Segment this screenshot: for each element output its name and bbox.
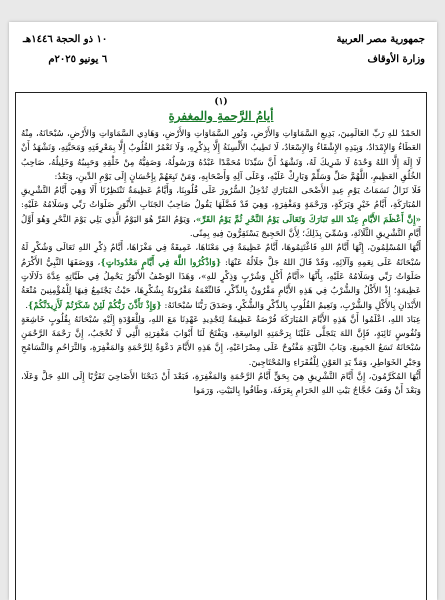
sermon-title: أيامُ الرَّحمةِ والمغفرةِ [168,109,274,123]
paragraph-text: فَلَا تَزَالُ نَسَمَاتُ يَوْمِ عِيدِ الأَضْحَى المُبَارَكِ تُدْخِلُ السُّرُورَ عَلَى قُلُوبِنَا، وَأَيَّامٌ عَظِيمَةٌ تَنْتَظِرُنَا أَلَا وَهِيَ أَيَّامُ التَّشْرِيقِ المُبَارَكَةِ، أَيَّامُ خَيْرٍ وَبَرَكَةٍ، وَرَحْمَةٍ وَمَغْفِرَةٍ، وَهِيَ قَدْ فَضَّلَهَا يَقُولُ صَاحِبُ الجَنَابِ الأَنْوَرِ صَلَوَاتُ رَبِّي وَسَلَامُهُ عَلَيْهِ: [21,186,421,211]
paragraph-opening: الحَمْدُ للهِ رَبِّ العَالَمِينَ، بَدِيعِ السَّمَاوَاتِ وَالأَرْضِ، وَنُورِ السَّمَاوَاتِ وَالأَرْضِ، وَهَادِي السَّمَاوَاتِ وَالأَرْضِ، سُبْحَانَهُ، مِنْهُ العَطَاءُ وَالإِمْدَادُ، وَبِيَدِهِ الإِشْقَاءُ وَالإِسْعَادُ، لَا تَطِيبُ الأَلْسِنَةُ إِلَّا بِذِكْرِهِ، وَلَا تَعْمُرُ القُلُوبُ إِلَّا بِمَعْرِفَتِهِ وَمَحَبَّتِهِ، وَنَشْهَدُ أَنْ لَا إِلَهَ إِلَّا اللهُ وَحْدَهُ لَا شَرِيكَ لَهُ، وَنَشْهَدُ أَنَّ سَيِّدَنَا مُحَمَّدًا عَبْدُهُ وَرَسُولُهُ، وَصَفِيُّهُ مِنْ خَلْقِهِ وَحَبِيبُهُ وَخَلِيلُهُ، صَاحِبُ الخُلُقِ العَظِيمِ، اللَّهُمَّ صَلِّ وَسَلِّمْ وَبَارِكْ عَلَيْهِ، وَعَلَى آلِهِ وَأَصْحَابِهِ، وَمَنْ تَبِعَهُمْ بِإِحْسَانٍ إِلَى يَوْمِ الدِّينِ، وَبَعْدُ: [21,129,421,182]
paragraph-tashreeq [16,241,426,312]
paragraph-text: . [25,300,28,311]
document-page [9,22,437,600]
ministry-block [336,30,425,70]
sermon-frame [15,92,427,600]
date-hijri: ١٠ ذو الحجة ١٤٤٦هـ [23,34,108,45]
date-gregorian: ٦ يونيو ٢٠٢٥م [48,54,108,65]
paragraph-closing: أَيُّهَا المُكَرَّمُونَ، إِنَّ أَيَّامَ التَّشْرِيقِ هِيَ بِحَقٍّ أَيَّامُ الرَّحْمَةِ وَالمَغْفِرَةِ، فَبَعْدَ أَنْ ذَبَحْنَا الأَضَاحِيَ تَقَرُّبًا إِلَى اللهِ جَلَّ وَعَلَا، وَبَعْدَ أَنْ وَقَفَ حُجَّاجُ بَيْتِ اللهِ الحَرَامِ بِعَرَفَةَ، وَطَافُوا بِالبَيْتِ، وَرَمَوا [21,372,421,397]
date-block [23,30,107,70]
quran-verse: {وَإِذْ تَأَذَّنَ رَبُّكُمْ لَئِنْ شَكَرْتُمْ لَأَزِيدَنَّكُمْ} [27,300,162,311]
quran-verse: {وَاذْكُرُوا اللَّهَ فِي أَيَّامٍ مَعْدُودَاتٍ} [100,257,222,268]
document-header [9,30,437,86]
paragraph-text: أَيُّهَا المُسْلِمُونَ، إِنَّهَا أَيَّامٌ اللهِ فَاغْتَنِمُوهَا، أَيَّامٌ عَظِيمَةٌ فِي مَعْنَاهَا، عَمِيقَةٌ فِي مَغْزَاهَا، أَيَّامُ ذِكْرِ اللهِ تَعَالَى وَشُكْرِ لَهُ سُبْحَانَهُ عَلَى نِعَمِهِ وَآلَائِهِ، وَقَدْ قَالَ اللهُ جَلَّ جَلَالُهُ عَنْهَا: [21,243,422,268]
sermon-number: (١) [214,97,228,107]
country-name: جمهورية مصر العربية [336,34,425,45]
paragraph-eid [16,184,426,241]
paragraph-text: ، وَوَصَفَهَا النَّبِيُّ الأَكْرَمُ صَلَوَاتُ رَبِّي وَسَلَامُهُ عَلَيْهِ، بِأَنَّهَا «أَيَّامُ أَكْلٍ وَشُرْبٍ وَذِكْرٍ للهِ»، وَهَذَا الوَصْفُ الأَنْوَرُ يَحْمِلُ فِي طَيَّاتِهِ عِدَّةَ دَلَالَاتٍ عَظِيمَةٍ؛ إِذْ الأَكْلُ وَالشُّرْبُ فِي هَذِهِ الأَيَّامِ مَقْرُونٌ بِالذِّكْرِ، فَالنِّعْمَةُ مَقْرُونَةٌ بِشُكْرِهَا، حَيْثُ يَجْتَمِعُ فِيهَا لِلْمُؤْمِنِينَ مُتْعَةُ الأَبْدَانِ بِالأَكْلِ وَالشُّرْبِ، وَنَعِيمُ القُلُوبِ بِالذِّكْرِ وَالشُّكْرِ، وَصَدَقَ رَبُّنَا سُبْحَانَهُ: [21,257,421,311]
paragraph-mercy: عِبَادَ اللهِ، اعْلَمُوا أَنَّ هَذِهِ الأَيَّامَ المُبَارَكَةَ فُرْصَةٌ عَظِيمَةٌ لِتَجْدِيدِ عَهْدِنَا مَعَ اللهِ، وَلِلْعَوْدَةِ إِلَيْهِ سُبْحَانَهُ بِقُلُوبٍ خَاشِعَةٍ وَنُفُوسٍ تَائِبَةٍ، فَإِنَّ اللهَ يَتَجَلَّى عَلَيْنَا بِرَحْمَتِهِ الوَاسِعَةِ، وَيَفْتَحُ لَنَا أَبْوَابَ مَغْفِرَتِهِ الَّتِي لَا تُحْجَبُ، إِنَّ رَحْمَةَ الرَّحْمَنِ سُبْحَانَهُ تَسَعُ الجَمِيعَ، وَبَابُ التَّوْبَةِ مَفْتُوحٌ عَلَى مِصْرَاعَيْهِ، إِنَّ هَذِهِ الأَيَّامَ دَعْوَةٌ لِلرَّحْمَةِ وَالمَغْفِرَةِ، وَالتَّرَاحُمِ وَالتَّسَامُحِ وَجَبْرِ الخَوَاطِرِ، وَمَدِّ يَدِ العَوْنِ لِلْفُقَرَاءِ وَالمُحْتَاجِينَ. [21,314,421,368]
hadith-quote: «إِنَّ أَعْظَمَ الأَيَّامِ عِنْدَ اللهِ تَبَارَكَ وَتَعَالَى يَوْمُ النَّحْرِ ثُمَّ يَوْمُ القَرِّ» [195,214,421,225]
ministry-name: وزارة الأوقاف [367,54,425,65]
paragraph-text: ، وَيَوْمُ القَرِّ هُوَ اليَوْمُ الَّذِي يَلِي يَوْمَ النَّحْرِ وَهُوَ أَوَّلُ أَيَّامِ التَّشْرِيقِ الثَّلَاثَةِ، وَسُمِّيَ بِذَلِكَ؛ لِأَنَّ الحَجِيجَ يَسْتَقِرُّونَ فِيهِ بِمِنًى. [21,214,421,240]
